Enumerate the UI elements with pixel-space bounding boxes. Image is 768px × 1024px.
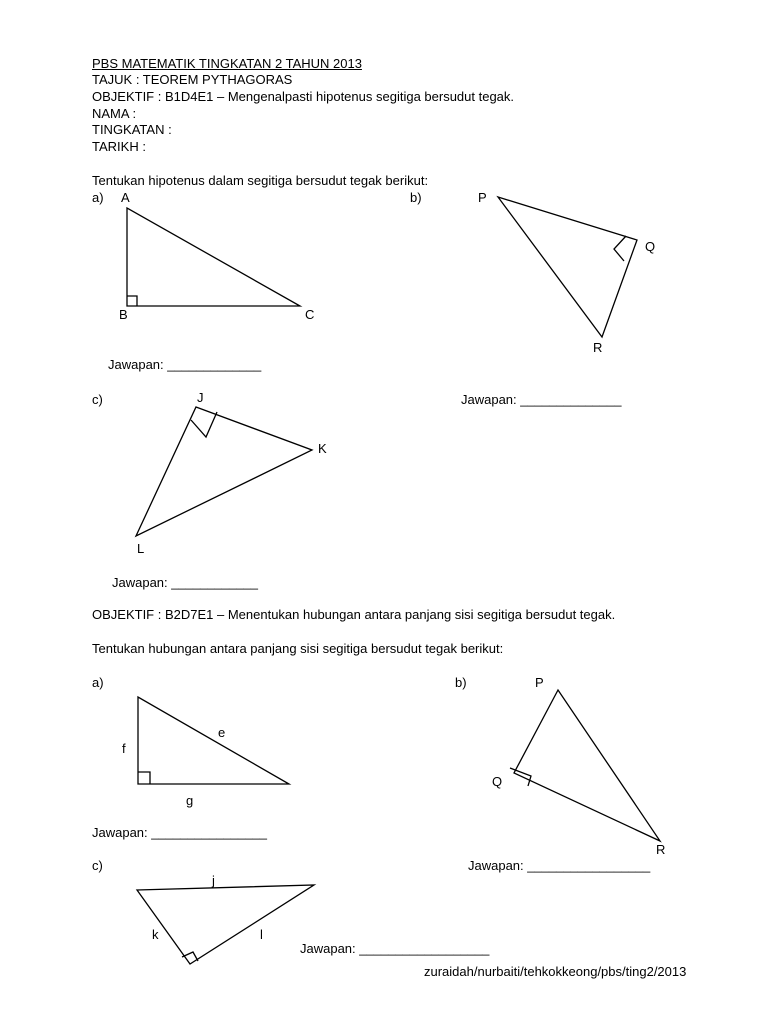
vertex-label-p: P [478,190,487,205]
form-label: TINGKATAN : [92,122,172,137]
side-label-f: f [122,741,126,756]
side-label-k: k [152,927,159,942]
answer-line-a: Jawapan: _____________ [108,357,262,372]
question-a-label: a) [92,190,104,205]
vertex-label-2p: P [535,675,544,690]
triangle-abc [127,208,300,306]
triangle-jkl [136,407,312,536]
answer-line-c: Jawapan: ____________ [112,575,259,590]
objective-2: OBJEKTIF : B2D7E1 – Menentukan hubungan antara panjang sisi segitiga bersudut tegak. [92,607,616,622]
triangle-jkl-sides [137,885,314,964]
vertex-label-b: B [119,307,128,322]
vertex-label-2r: R [656,842,666,857]
answer-line-2b: Jawapan: _________________ [468,858,651,873]
worksheet-title: PBS MATEMATIK TINGKATAN 2 TAHUN 2013 [92,56,362,71]
objective-1: OBJEKTIF : B1D4E1 – Mengenalpasti hipotenus segitiga bersudut tegak. [92,89,515,104]
section1-instruction: Tentukan hipotenus dalam segitiga bersudut tegak berikut: [92,173,429,188]
answer-line-2c: Jawapan: __________________ [300,941,490,956]
triangle-2-pqr [510,690,660,841]
answer-line-b: Jawapan: ______________ [461,392,622,407]
name-label: NAMA : [92,106,137,121]
vertex-label-j: J [197,390,204,405]
side-label-j: j [212,873,215,888]
vertex-label-2q: Q [492,774,503,789]
question-c-label: c) [92,392,103,407]
side-label-g: g [186,793,194,808]
date-label: TARIKH : [92,139,146,154]
side-label-l: l [260,927,263,942]
question-2b-label: b) [455,675,467,690]
vertex-label-q: Q [645,239,656,254]
vertex-label-r: R [593,340,603,355]
footer-credit: zuraidah/nurbaiti/tehkokkeong/pbs/ting2/2013 [424,964,687,979]
vertex-label-c: C [305,307,315,322]
triangle-efg [138,697,289,784]
topic-line: TAJUK : TEOREM PYTHAGORAS [92,72,293,87]
question-2c-label: c) [92,858,103,873]
vertex-label-l: L [137,541,145,556]
triangle-pqr [498,197,637,337]
question-b-label: b) [410,190,422,205]
vertex-label-a: A [121,190,130,205]
side-label-e: e [218,725,226,740]
answer-line-2a: Jawapan: ________________ [92,825,267,840]
vertex-label-k: K [318,441,327,456]
section2-instruction: Tentukan hubungan antara panjang sisi segitiga bersudut tegak berikut: [92,641,504,656]
question-2a-label: a) [92,675,104,690]
